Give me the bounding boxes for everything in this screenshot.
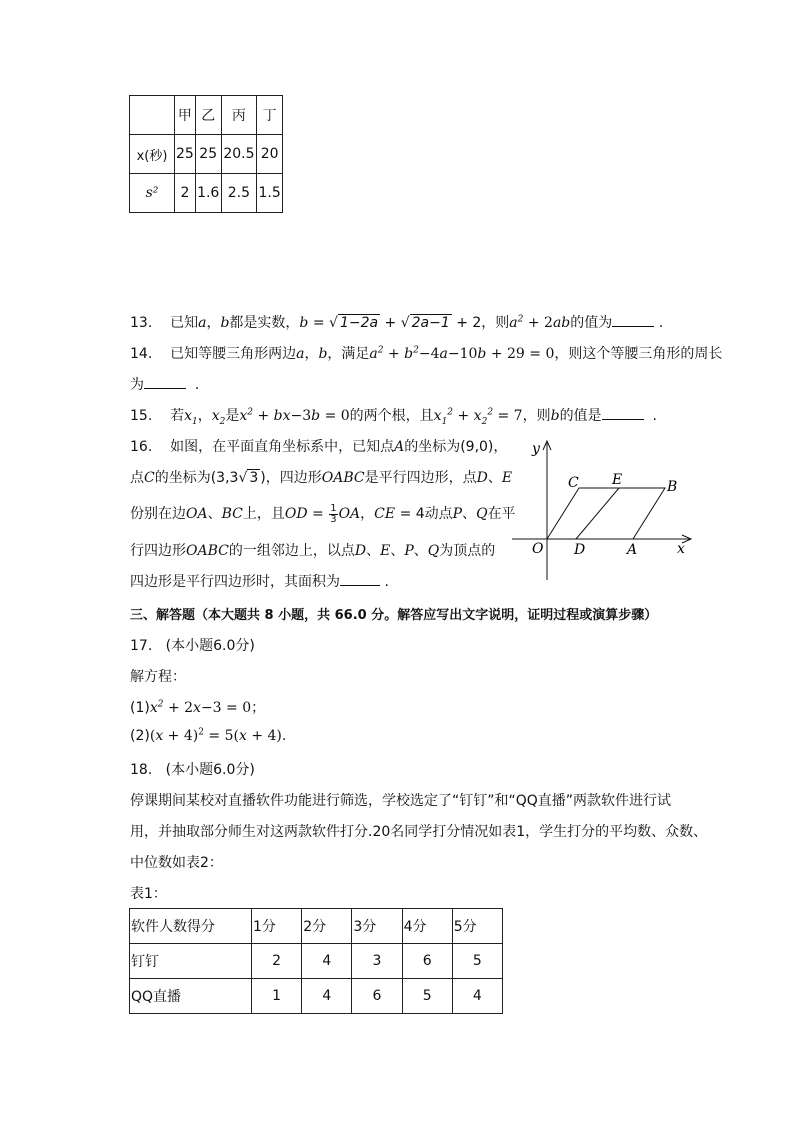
table-cell: 5分 <box>452 909 502 944</box>
table-cell: 4 <box>302 944 352 979</box>
label-d: D <box>574 542 586 558</box>
q15-text-d: 的两个根，且 <box>349 408 434 424</box>
q16-l3e: 动点 <box>424 506 453 522</box>
answer-blank <box>144 376 186 389</box>
row-label: QQ直播 <box>130 979 252 1014</box>
q15-end: . <box>652 408 657 424</box>
q17-prompt: 解方程： <box>130 669 186 685</box>
table-cell: 25 <box>175 135 196 174</box>
table-cell: 2分 <box>302 909 352 944</box>
q15-text-a: 若 <box>170 408 185 424</box>
stats-table <box>129 95 283 213</box>
q15-text-e: ，则 <box>522 408 551 424</box>
question-number: 17. <box>130 638 153 654</box>
q15-text-b: ， <box>197 408 212 424</box>
table-cell: 甲 <box>175 96 196 135</box>
question-18 <box>130 759 255 779</box>
table-cell: 25 <box>195 135 221 174</box>
answer-blank <box>612 314 654 327</box>
q16-l2c: ，四边形 <box>265 470 322 486</box>
table-cell: 5 <box>452 944 502 979</box>
q15-text-f: 的值是 <box>559 408 602 424</box>
q16-l4c: 、 <box>413 543 428 559</box>
table-cell: 1分 <box>252 909 302 944</box>
question-score: (本小题6.0分) <box>165 638 255 654</box>
table-cell: 5 <box>402 979 452 1014</box>
table-row <box>130 174 283 213</box>
table-cell: 3分 <box>352 909 402 944</box>
q13-end: . <box>658 315 664 331</box>
table-cell: 乙 <box>195 96 221 135</box>
table-cell: 20.5 <box>221 135 257 174</box>
question-score: (本小题6.0分) <box>165 762 255 778</box>
table-cell: 4分 <box>402 909 452 944</box>
q14-text-e: 为 <box>130 377 144 393</box>
q16-l4a: 行四边形 <box>130 543 186 559</box>
coordinate-figure <box>510 435 700 585</box>
row-label-mean <box>130 135 175 174</box>
q13-text-b: ， <box>206 315 221 331</box>
q18-line1: 停课期间某校对直播软件功能进行筛选，学校选定了“钉钉”和“QQ直播”两款软件进行试 <box>130 793 672 809</box>
segment-de <box>576 488 619 539</box>
q14-end: . <box>194 377 200 393</box>
label-y: y <box>532 441 540 457</box>
part-end: . <box>281 728 287 744</box>
q16-end: . <box>384 574 389 590</box>
q16-l1b: 的坐标为 <box>404 439 461 455</box>
q16-l3d: ， <box>360 506 375 522</box>
q16-l2b: 的坐标为 <box>154 470 211 486</box>
q16-l2d: 是平行四边形，点 <box>364 470 477 486</box>
question-number: 13. <box>130 315 153 331</box>
table-row <box>130 944 503 979</box>
question-number: 18. <box>130 762 153 778</box>
label-o: O <box>532 541 544 557</box>
table-header-row <box>130 909 503 944</box>
label-e: E <box>612 472 623 488</box>
q15-text-c: 是 <box>225 408 240 424</box>
table-caption: 表1： <box>130 886 167 902</box>
q16-l3a: 份别在边 <box>130 506 186 522</box>
row-label: 钉钉 <box>130 944 252 979</box>
q16-l3f: 、 <box>462 506 477 522</box>
question-16-line3: 份别在边OA、BC上，且OD = $\frac{1}{3}$ OA，CE = 4动点P、Q在平 <box>130 502 516 525</box>
table-cell: 6 <box>352 979 402 1014</box>
question-number: 14. <box>130 346 153 362</box>
question-number: 15. <box>130 408 153 424</box>
q13-text-c: 都是实数， <box>229 315 300 331</box>
q16-l4b: 的一组邻边上，以点 <box>228 543 355 559</box>
question-17 <box>130 635 255 655</box>
q16-l1a: 如图，在平面直角坐标系中，已知点 <box>170 439 395 455</box>
part-end: ； <box>251 700 266 716</box>
label-a: A <box>627 542 638 558</box>
parallelogram-oabc <box>547 488 665 539</box>
table-cell: 1.5 <box>257 174 283 213</box>
part-label: (2) <box>130 728 150 744</box>
question-number: 16. <box>130 439 153 455</box>
table-row <box>130 979 503 1014</box>
q14-text-d: ，则这个等腰三角形的周长 <box>554 346 723 362</box>
question-13: 13. 已知a，b都是实数，b = √ 1−2a + √ 2a−1 + 2，则$a^2 + 2ab$的值为 . <box>130 314 664 331</box>
q14-text-b: ， <box>304 346 319 362</box>
label-c: C <box>568 475 579 491</box>
q18-line2: 用，并抽取部分师生对这两款软件打分.20名同学打分情况如表1，学生打分的平均数、众数、 <box>130 824 708 840</box>
question-16-line4: 行四边形OABC的一组邻边上，以点D、E、P、Q为顶点的 <box>130 543 496 559</box>
label-x: x <box>677 541 685 557</box>
q16-l5a: 四边形是平行四边形时，其面积为 <box>130 574 340 590</box>
table-header-row <box>130 96 283 135</box>
q17-part2: $(2)(x + 4)^2 = 5(x + 4)$. <box>130 727 287 744</box>
table-cell: 丙 <box>221 96 257 135</box>
table-cell: 20 <box>257 135 283 174</box>
question-16-line5 <box>130 571 389 591</box>
part-label: (1) <box>130 700 150 716</box>
table-cell: 4 <box>452 979 502 1014</box>
table-cell: 2.5 <box>221 174 257 213</box>
question-16-line2: 点C的坐标为(3,3√ 3 )，四边形OABC是平行四边形，点D、E <box>130 470 513 486</box>
q14-text-c: ，满足 <box>327 346 370 362</box>
q13-text-d: ，则 <box>481 315 510 331</box>
q14-text-a: 已知等腰三角形两边 <box>170 346 297 362</box>
q13-text-a: 已知 <box>170 315 199 331</box>
row-label-variance <box>130 174 175 213</box>
q16-l4d: 为顶点的 <box>439 543 496 559</box>
q16-l3g: 在平 <box>487 506 516 522</box>
question-16: 16. 如图，在平面直角坐标系中，已知点A的坐标为(9,0)， <box>130 439 508 455</box>
table-cell: 丁 <box>257 96 283 135</box>
table-cell: 2 <box>175 174 196 213</box>
row-label-text: s² <box>145 185 159 201</box>
table-cell: 软件人数得分 <box>130 909 252 944</box>
q16-l3b: 、 <box>207 506 222 522</box>
label-b: B <box>667 479 678 495</box>
q16-l2a: 点 <box>130 470 144 486</box>
table-row <box>130 135 283 174</box>
table-cell: 2 <box>252 944 302 979</box>
section-heading: 三、解答题（本大题共 8 小题，共 66.0 分。解答应写出文字说明，证明过程或演算步骤） <box>130 608 658 623</box>
q16-l2e: 、 <box>487 470 502 486</box>
row-label-text: x(秒) <box>136 148 168 164</box>
answer-blank <box>602 407 644 420</box>
table-cell: 4 <box>302 979 352 1014</box>
table-cell: 3 <box>352 944 402 979</box>
score-table <box>129 908 503 1014</box>
question-14: 14. 已知等腰三角形两边a，b，满足$a^2 + b^2-4a-10b + 29 = 0$，则这个等腰三角形的周长 <box>130 345 723 362</box>
q13-text-e: 的值为 <box>570 315 613 331</box>
table-cell <box>130 96 175 135</box>
q18-line3: 中位数如表2： <box>130 855 223 871</box>
question-15: 15. 若$x_1$，$x_2$是$x^2 + bx-3b = 0$的两个根，且$x_1^2 + x_2^2 = 7$，则b的值是 . <box>130 407 657 427</box>
answer-blank <box>340 573 380 586</box>
table-cell: 1.6 <box>195 174 221 213</box>
q16-l3c: 上，且 <box>242 506 285 522</box>
q17-part1: $(1)x^2 + 2x-3 = 0$； <box>130 699 266 716</box>
question-14-cont <box>130 374 199 394</box>
table-cell: 6 <box>402 944 452 979</box>
table-cell: 1 <box>252 979 302 1014</box>
